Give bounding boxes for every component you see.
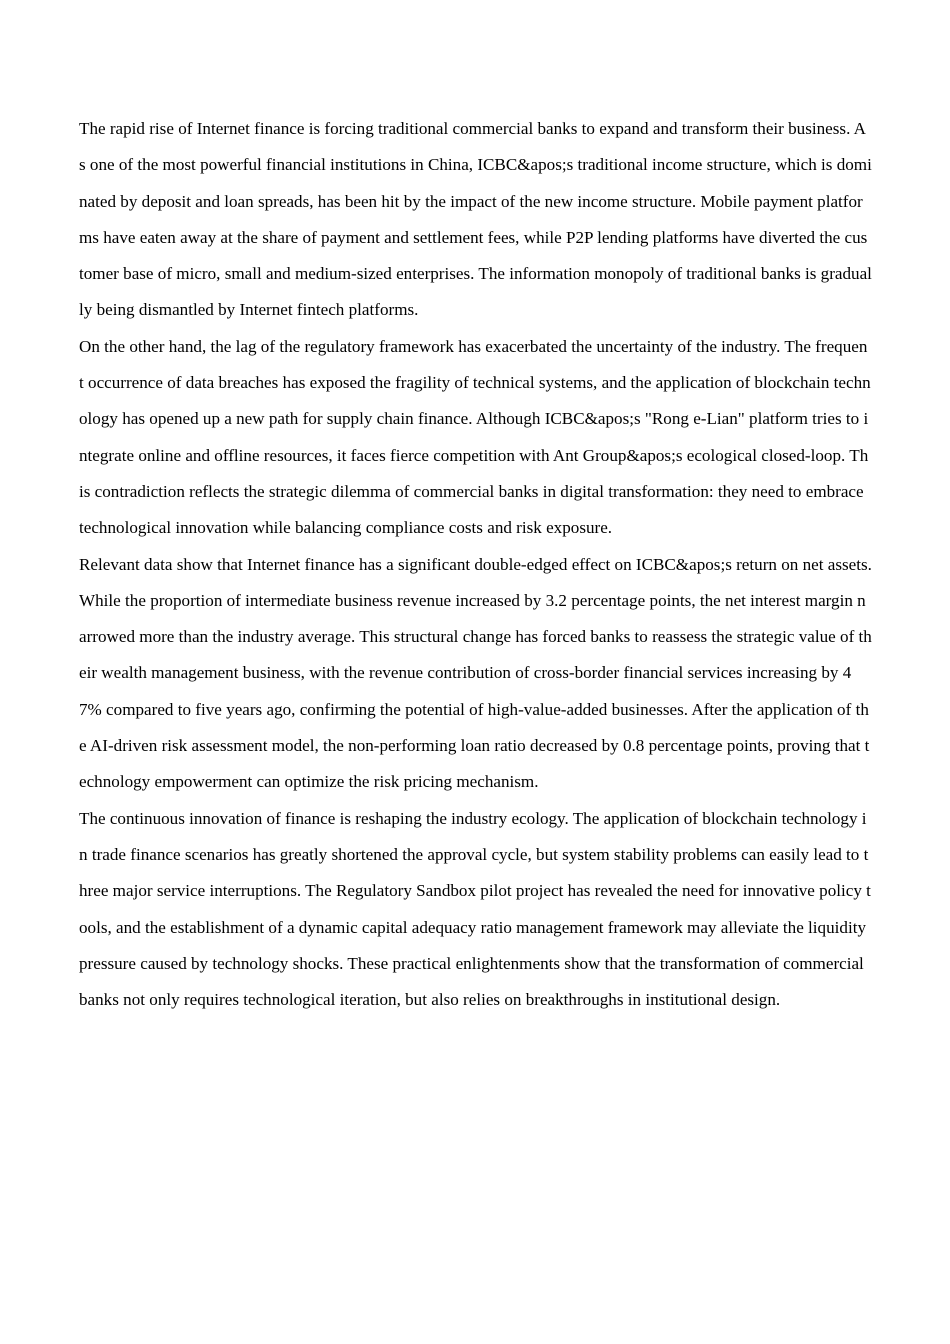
body-paragraph-1: The rapid rise of Internet finance is forcing traditional commercial banks to expand and transform their business. As one of the most powerful financial institutions in China, ICBC&apos;s traditional income structure, which is dominated by deposit and loan spreads, has been hit by the impact of the new income structure. Mobile payment platforms have eaten away at the share of payment and settlement fees, while P2P lending platforms have diverted the customer base of micro, small and medium-sized enterprises. The information monopoly of traditional banks is gradually being dismantled by Internet fintech platforms.	[79, 119, 872, 320]
document-text-body	[79, 111, 872, 1018]
body-paragraph-2: On the other hand, the lag of the regulatory framework has exacerbated the uncertainty of the industry. The frequent occurrence of data breaches has exposed the fragility of technical systems, and the application of blockchain technology has opened up a new path for supply chain finance. Although ICBC&apos;s "Rong e-Lian" platform tries to integrate online and offline resources, it faces fierce competition with Ant Group&apos;s ecological closed-loop. This contradiction reflects the strategic dilemma of commercial banks in digital transformation: they need to embrace technological innovation while balancing compliance costs and risk exposure.	[79, 336, 871, 538]
body-paragraph-4: The continuous innovation of finance is reshaping the industry ecology. The application of blockchain technology in trade finance scenarios has greatly shortened the approval cycle, but system stability problems can easily lead to three major service interruptions. The Regulatory Sandbox pilot project has revealed the need for innovative policy tools, and the establishment of a dynamic capital adequacy ratio management framework may alleviate the liquidity pressure caused by technology shocks. These practical enlightenments show that the transformation of commercial banks not only requires technological iteration, but also relies on breakthroughs in institutional design.	[79, 808, 871, 1010]
body-paragraph-3: Relevant data show that Internet finance has a significant double-edged effect on ICBC&apos;s return on net assets. While the proportion of intermediate business revenue increased by 3.2 percentage points, the net interest margin narrowed more than the industry average. This structural change has forced banks to reassess the strategic value of their wealth management business, with the revenue contribution of cross-border financial services increasing by 47% compared to five years ago, confirming the potential of high-value-added businesses. After the application of the AI-driven risk assessment model, the non-performing loan ratio decreased by 0.8 percentage points, proving that technology empowerment can optimize the risk pricing mechanism.	[79, 554, 872, 792]
